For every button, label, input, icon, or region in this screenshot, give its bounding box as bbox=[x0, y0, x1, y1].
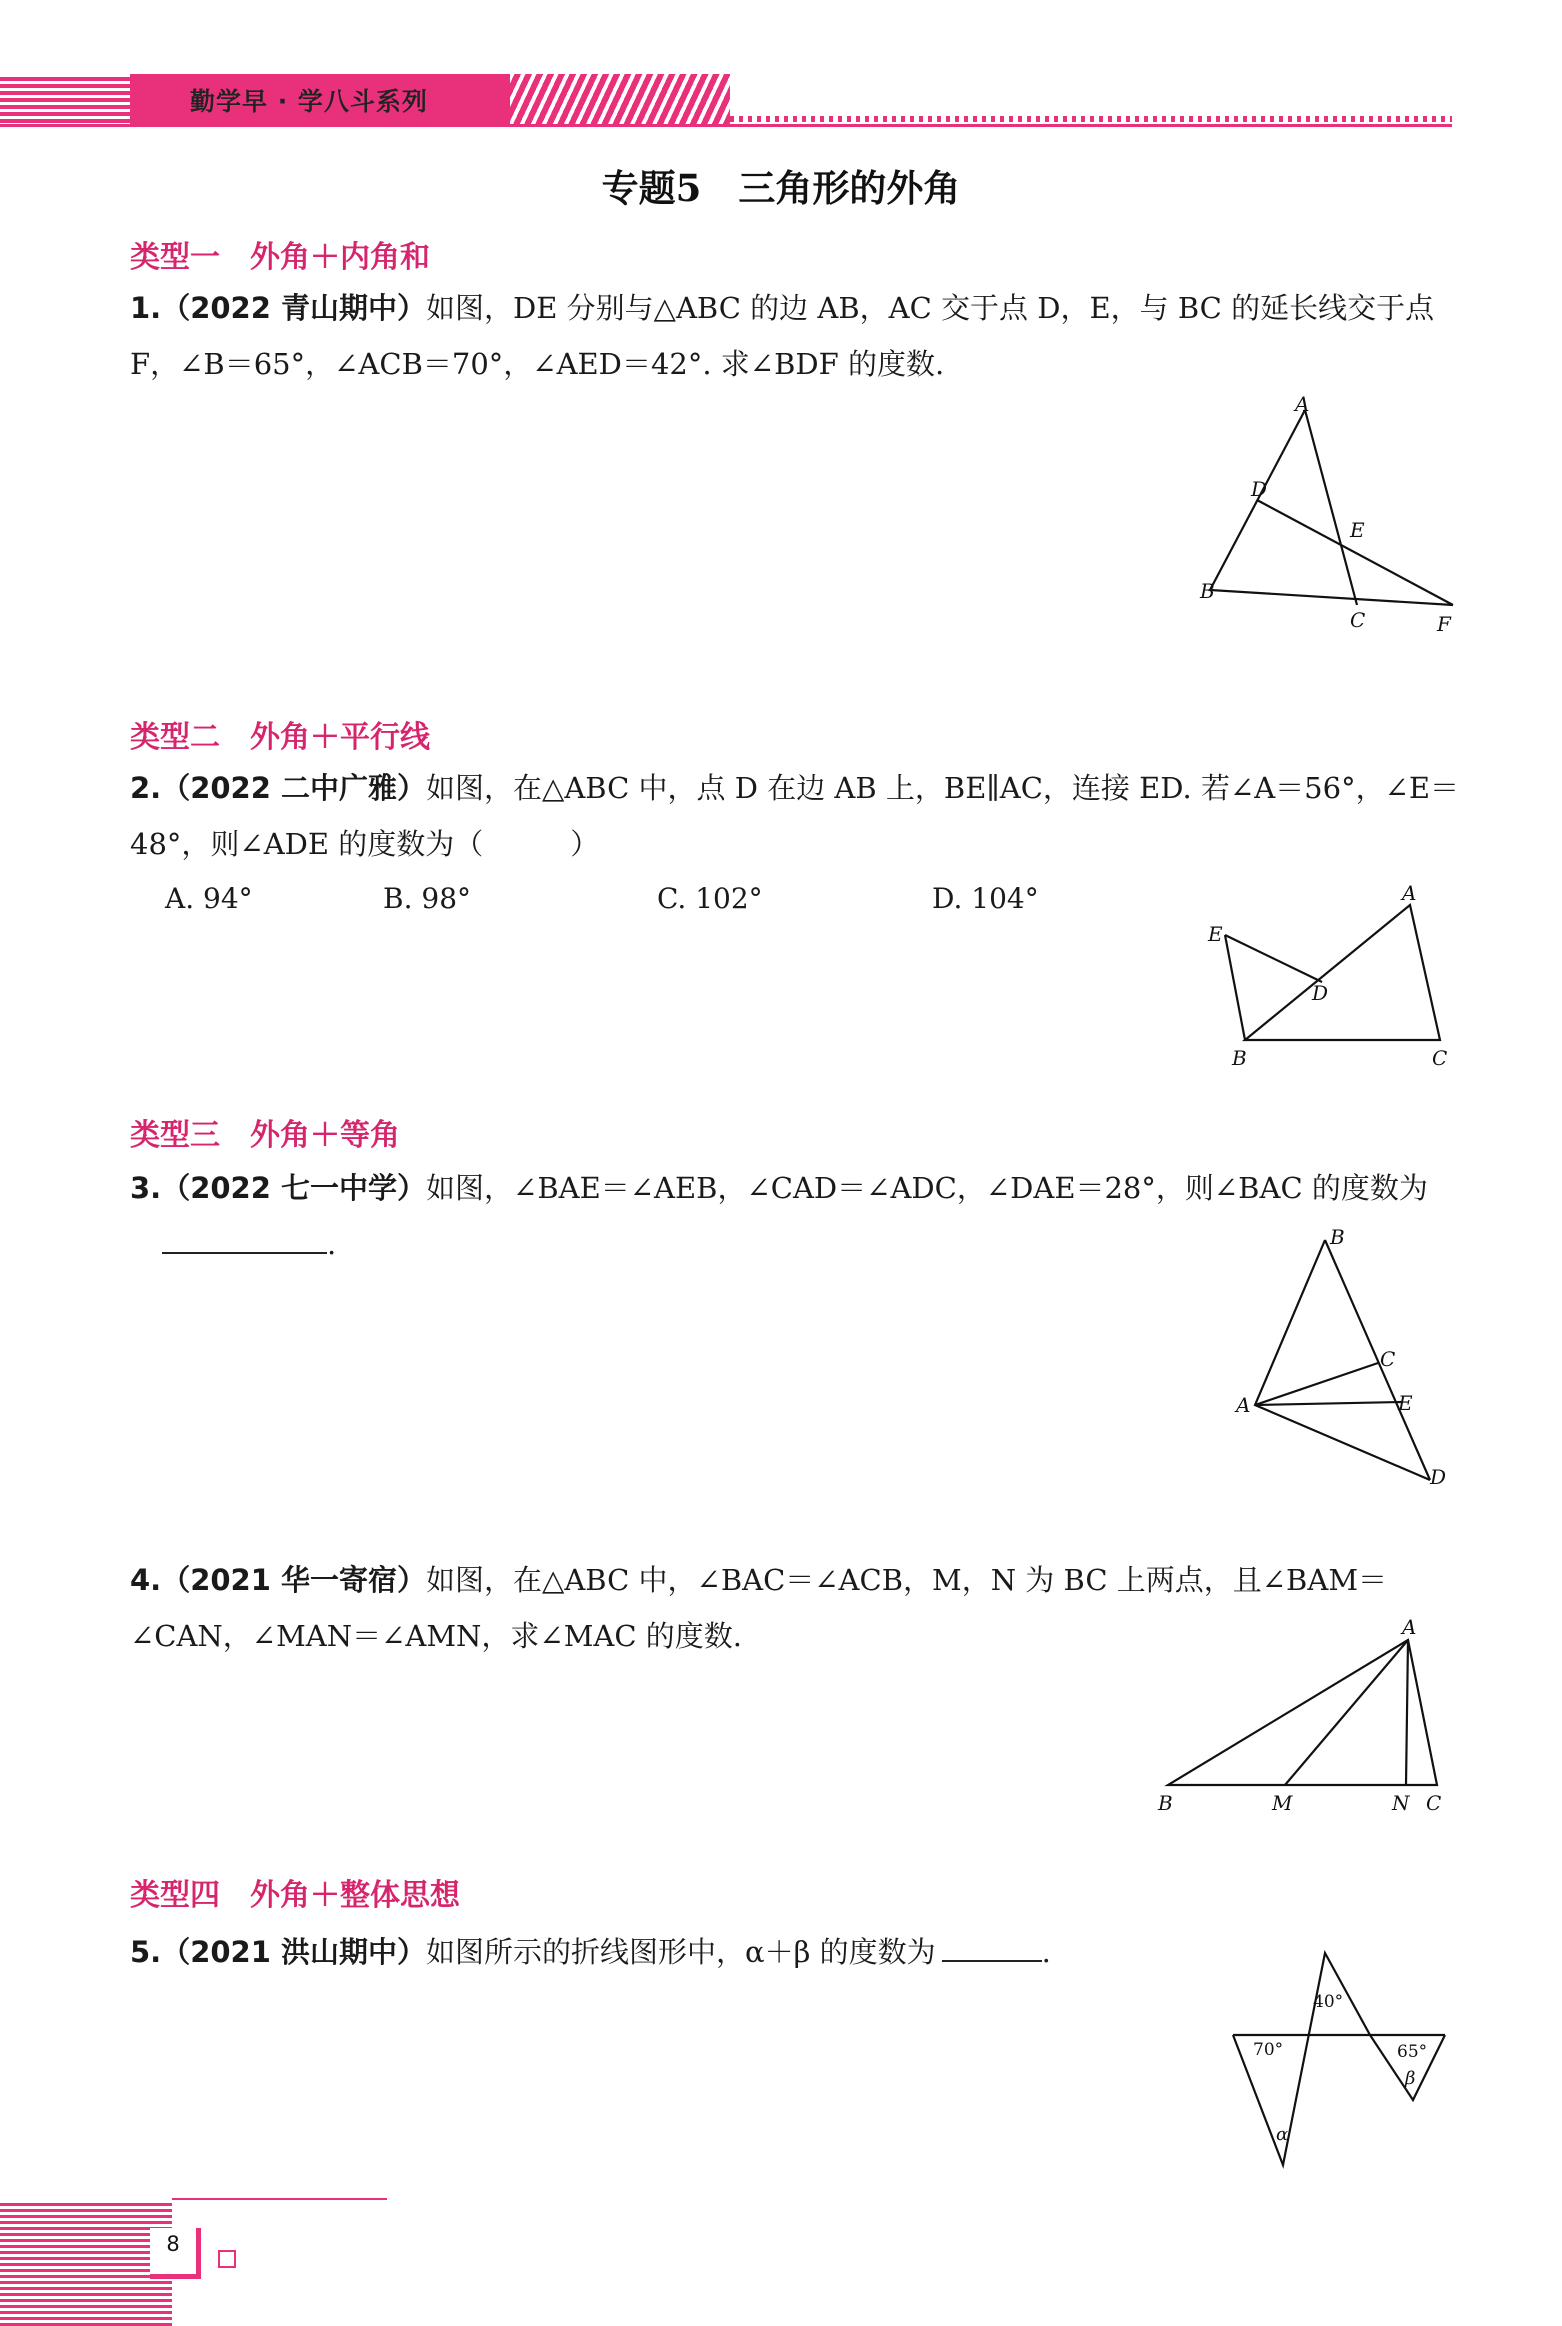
question-3-tail: . bbox=[327, 1227, 337, 1261]
question-4-source: （2021 华一寄宿） bbox=[161, 1563, 427, 1597]
question-2 bbox=[130, 760, 1460, 872]
footer-rule bbox=[172, 2198, 387, 2200]
fig2-label-d: D bbox=[1312, 981, 1329, 1005]
fig5-angle-65: 65° bbox=[1397, 2042, 1428, 2062]
fig4-label-m: M bbox=[1272, 1791, 1293, 1815]
fig5-angle-beta: β bbox=[1405, 2068, 1416, 2089]
question-3-text: 如图，∠BAE＝∠AEB，∠CAD＝∠ADC，∠DAE＝28°，则∠BAC 的度数为 bbox=[426, 1171, 1428, 1205]
fig2-label-e: E bbox=[1208, 922, 1223, 946]
fig1-line-df bbox=[1257, 500, 1453, 605]
question-5-tail: . bbox=[1041, 1935, 1051, 1969]
figure-2 bbox=[1200, 880, 1470, 1070]
question-1-number: 1. bbox=[130, 291, 162, 325]
fig3-outer-lines bbox=[1255, 1240, 1430, 1480]
footer-stripes bbox=[0, 2200, 172, 2326]
header-rule bbox=[0, 124, 1452, 127]
fig4-label-b: B bbox=[1158, 1791, 1173, 1815]
question-4-number: 4. bbox=[130, 1563, 162, 1597]
question-2-number: 2. bbox=[130, 771, 162, 805]
fig1-label-a: A bbox=[1295, 395, 1310, 416]
fig2-label-b: B bbox=[1232, 1046, 1247, 1070]
question-5-source: （2021 洪山期中） bbox=[161, 1935, 427, 1969]
header-stripes-right bbox=[510, 74, 730, 126]
question-5-blank[interactable] bbox=[942, 1930, 1042, 1962]
fig3-label-d: D bbox=[1430, 1465, 1447, 1489]
question-4-text: 如图，在△ABC 中，∠BAC＝∠ACB，M，N 为 BC 上两点，且∠BAM＝∠CAN，∠MAN＝∠AMN，求∠MAC 的度数. bbox=[130, 1563, 1388, 1653]
section-2-heading: 类型二 外角＋平行线 bbox=[130, 720, 430, 755]
question-3-blank[interactable] bbox=[162, 1222, 327, 1254]
question-3-answer-line[interactable] bbox=[162, 1222, 336, 1261]
fig4-line-an bbox=[1406, 1640, 1408, 1785]
question-3-source: （2022 七一中学） bbox=[161, 1171, 427, 1205]
figure-4 bbox=[1150, 1610, 1470, 1820]
page-number: 8 bbox=[166, 2232, 180, 2256]
fig4-line-am bbox=[1285, 1640, 1408, 1785]
question-1 bbox=[130, 280, 1460, 392]
option-b[interactable]: B. 98° bbox=[383, 882, 472, 915]
option-c[interactable]: C. 102° bbox=[657, 882, 763, 915]
fig1-side-ac bbox=[1305, 410, 1357, 605]
fig3-line-ae bbox=[1255, 1402, 1402, 1405]
fig2-triangle-abc bbox=[1245, 905, 1440, 1040]
option-d[interactable]: D. 104° bbox=[932, 882, 1039, 915]
section-1-heading: 类型一 外角＋内角和 bbox=[130, 240, 430, 275]
footer-square-icon bbox=[218, 2250, 236, 2268]
fig3-line-ac bbox=[1255, 1363, 1378, 1405]
section-4-heading: 类型四 外角＋整体思想 bbox=[130, 1878, 460, 1913]
question-2-text: 如图，在△ABC 中，点 D 在边 AB 上，BE∥AC，连接 ED. 若∠A＝56°，∠E＝48°，则∠ADE 的度数为（ ） bbox=[130, 771, 1460, 861]
question-1-text: 如图，DE 分别与△ABC 的边 AB，AC 交于点 D，E，与 BC 的延长线交于点 F，∠B＝65°，∠ACB＝70°，∠AED＝42°. 求∠BDF 的度数. bbox=[130, 291, 1435, 381]
fig1-label-d: D bbox=[1251, 477, 1268, 501]
header-stripes-left bbox=[0, 74, 130, 126]
fig1-label-b: B bbox=[1200, 579, 1215, 603]
fig5-angle-40: 40° bbox=[1313, 1992, 1344, 2012]
fig4-label-c: C bbox=[1426, 1791, 1442, 1815]
question-3-number: 3. bbox=[130, 1171, 162, 1205]
fig1-label-f: F bbox=[1437, 612, 1451, 636]
series-title: 勤学早 · 学八斗系列 bbox=[190, 87, 428, 116]
fig1-label-c: C bbox=[1350, 608, 1366, 632]
fig3-label-c: C bbox=[1380, 1347, 1396, 1371]
fig2-label-c: C bbox=[1432, 1046, 1448, 1070]
fig4-label-n: N bbox=[1392, 1791, 1410, 1815]
section-3-heading: 类型三 外角＋等角 bbox=[130, 1118, 400, 1153]
fig5-angle-70: 70° bbox=[1253, 2040, 1284, 2060]
fig1-label-e: E bbox=[1350, 518, 1365, 542]
question-5-number: 5. bbox=[130, 1935, 162, 1969]
fig3-label-e: E bbox=[1398, 1391, 1413, 1415]
question-2-source: （2022 二中广雅） bbox=[161, 771, 427, 805]
figure-5 bbox=[1225, 1945, 1475, 2175]
fig2-line-ed bbox=[1225, 935, 1322, 982]
question-5-text: 如图所示的折线图形中，α＋β 的度数为 bbox=[426, 1935, 936, 1969]
option-a[interactable]: A. 94° bbox=[165, 882, 253, 915]
fig3-label-b: B bbox=[1330, 1225, 1345, 1249]
page-title: 专题5 三角形的外角 bbox=[601, 166, 961, 210]
header-dotted-rule bbox=[730, 116, 1452, 122]
fig2-line-be bbox=[1225, 935, 1245, 1040]
fig5-angle-alpha: α bbox=[1276, 2124, 1289, 2145]
fig4-label-a: A bbox=[1402, 1615, 1417, 1639]
question-1-source: （2022 青山期中） bbox=[161, 291, 427, 325]
figure-1 bbox=[1195, 395, 1475, 645]
fig2-label-a: A bbox=[1402, 881, 1417, 905]
figure-3 bbox=[1230, 1220, 1470, 1500]
fig3-line-bd bbox=[1325, 1240, 1430, 1480]
fig3-label-a: A bbox=[1236, 1393, 1251, 1417]
question-3 bbox=[130, 1160, 1460, 1216]
